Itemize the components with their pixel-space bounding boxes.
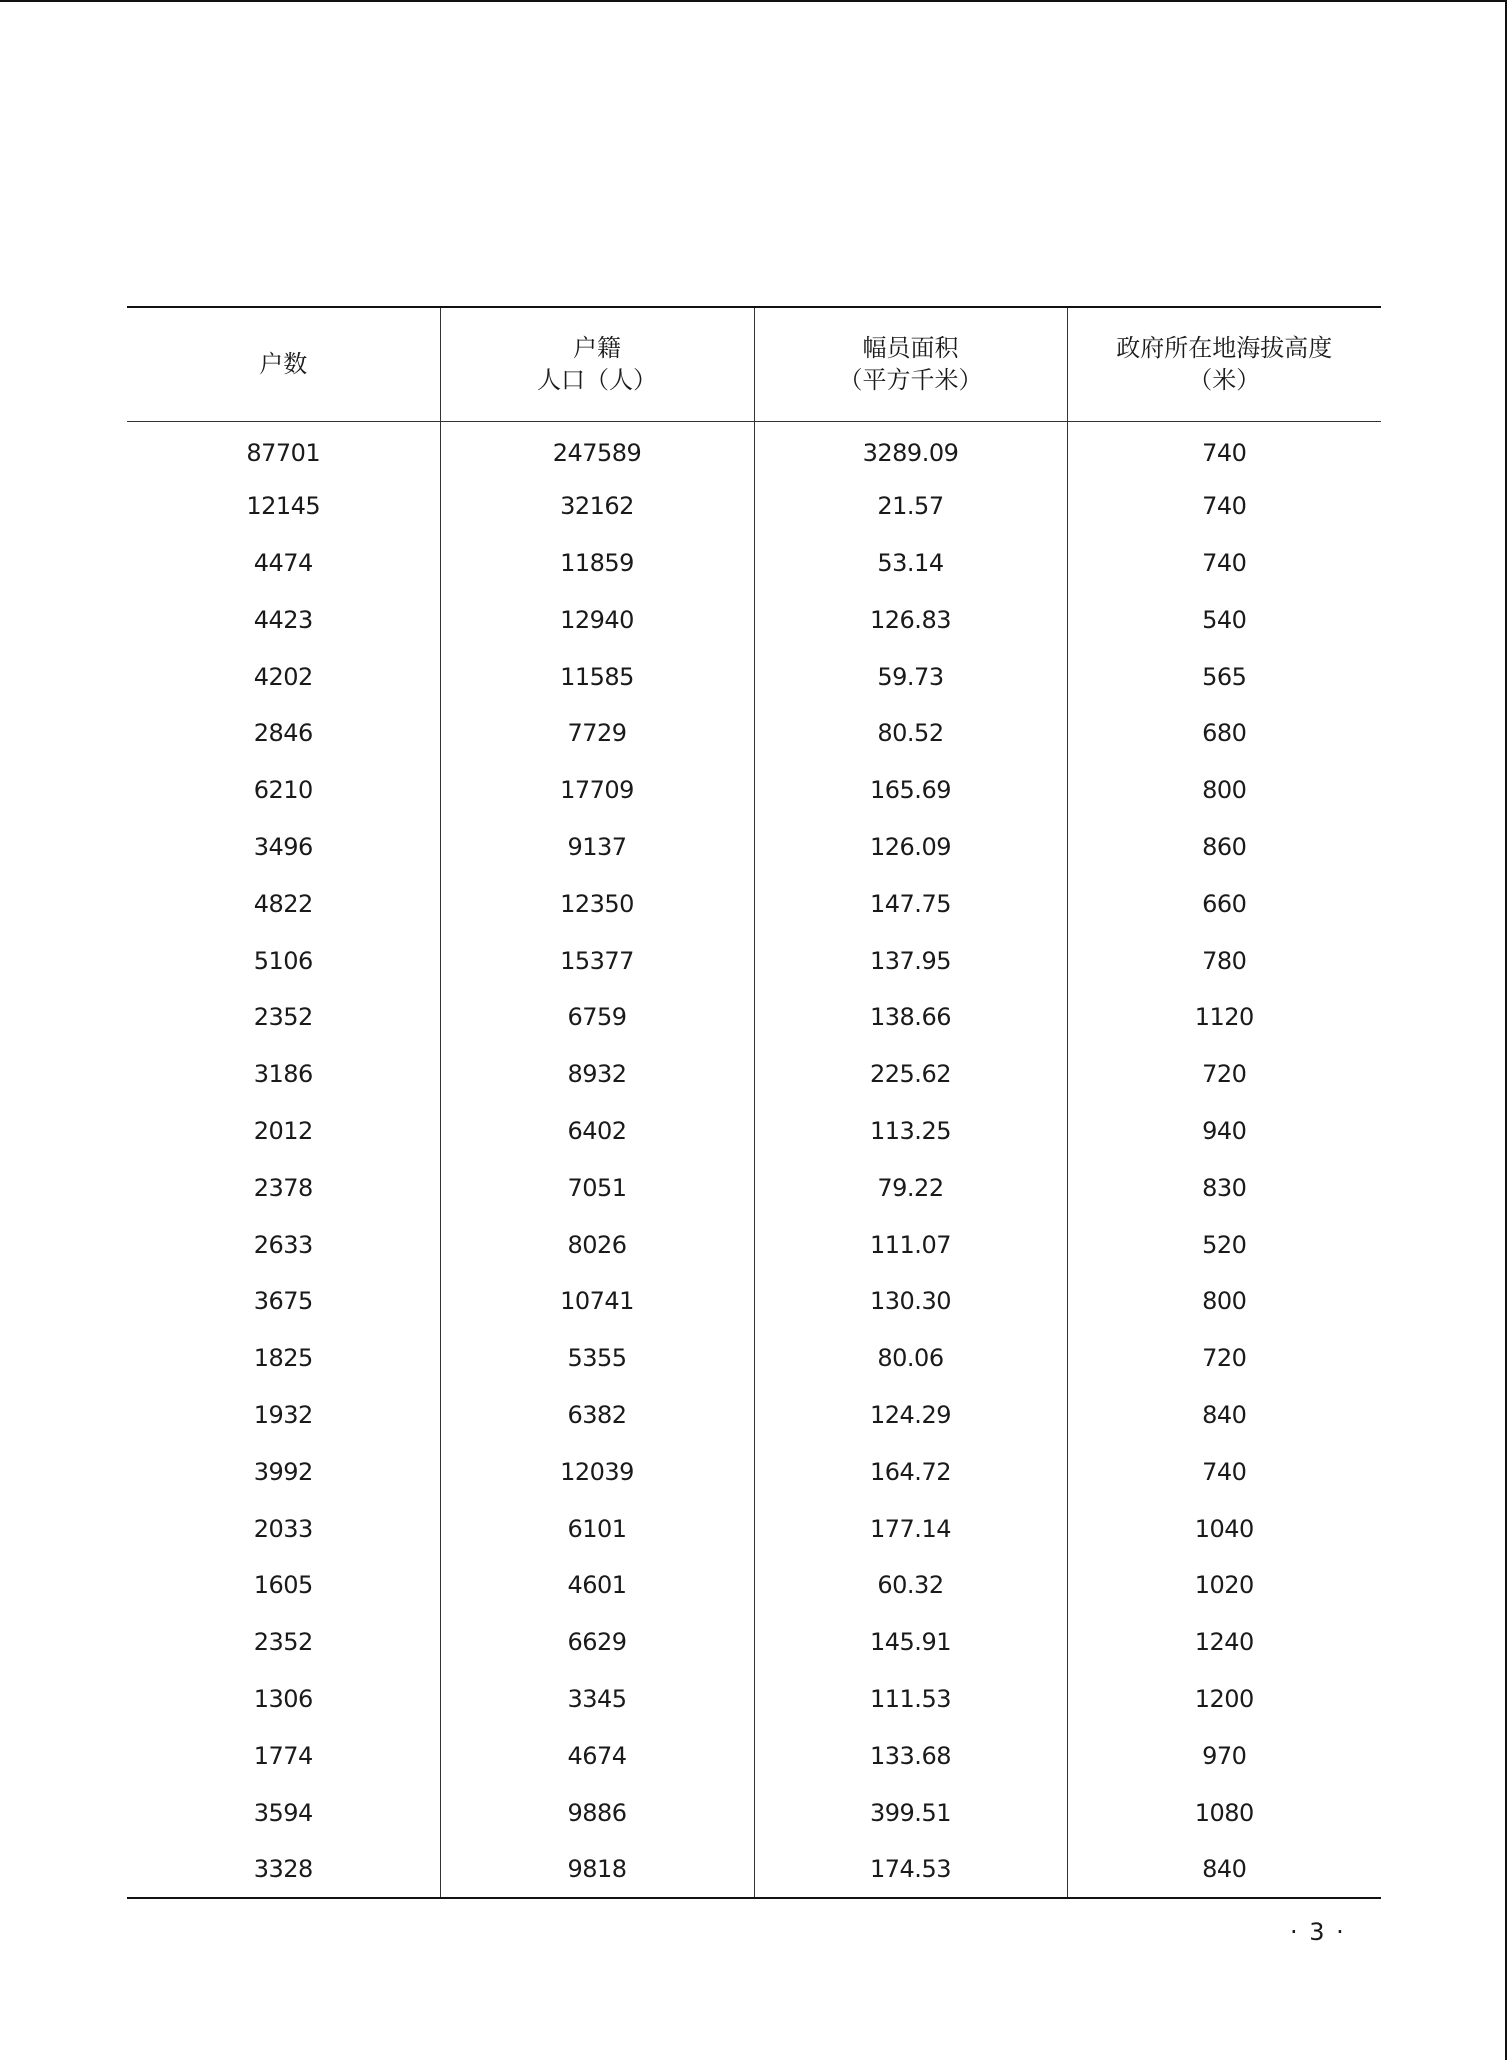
area-cell: 133.68 — [754, 1727, 1067, 1784]
table-row — [127, 1614, 1381, 1671]
altitude-cell: 860 — [1067, 819, 1381, 876]
population-cell: 7729 — [440, 705, 754, 762]
households-cell: 5106 — [253, 946, 313, 975]
table-body — [127, 421, 1381, 1898]
households-cell: 87701 — [246, 438, 321, 467]
households-cell: 6210 — [253, 776, 313, 805]
table-row — [127, 1671, 1381, 1728]
population-cell: 15377 — [440, 932, 754, 989]
table-row — [127, 591, 1381, 648]
table-row — [127, 989, 1381, 1046]
altitude-cell: 1080 — [1067, 1784, 1381, 1841]
area-cell: 21.57 — [754, 478, 1067, 535]
altitude-cell: 830 — [1067, 1159, 1381, 1216]
households-cell: 3594 — [253, 1798, 313, 1827]
altitude-cell: 720 — [1067, 1046, 1381, 1103]
households-cell: 1306 — [253, 1684, 313, 1713]
header-population-line2: 人口（人） — [537, 366, 657, 395]
area-cell: 174.53 — [754, 1841, 1067, 1898]
households-cell: 3675 — [253, 1287, 313, 1316]
area-cell: 145.91 — [754, 1614, 1067, 1671]
area-cell: 111.53 — [754, 1671, 1067, 1728]
households-cell: 1774 — [253, 1741, 313, 1770]
area-cell: 399.51 — [754, 1784, 1067, 1841]
population-cell: 6629 — [440, 1614, 754, 1671]
population-cell: 5355 — [440, 1330, 754, 1387]
area-cell: 111.07 — [754, 1216, 1067, 1273]
households-cell: 1825 — [253, 1344, 313, 1373]
population-cell: 6759 — [440, 989, 754, 1046]
table-row — [127, 1557, 1381, 1614]
table-row — [127, 648, 1381, 705]
area-cell: 137.95 — [754, 932, 1067, 989]
altitude-cell: 940 — [1067, 1103, 1381, 1160]
table-row — [127, 705, 1381, 762]
households-cell: 2352 — [253, 1628, 313, 1657]
altitude-cell: 1200 — [1067, 1671, 1381, 1728]
households-cell: 2352 — [253, 1003, 313, 1032]
households-cell: 2633 — [253, 1230, 313, 1259]
population-cell: 4674 — [440, 1727, 754, 1784]
population-cell: 9818 — [440, 1841, 754, 1898]
header-households-label: 户数 — [259, 350, 308, 379]
area-cell: 80.52 — [754, 705, 1067, 762]
table-row — [127, 478, 1381, 535]
altitude-cell: 720 — [1067, 1330, 1381, 1387]
area-cell: 165.69 — [754, 762, 1067, 819]
table-row — [127, 875, 1381, 932]
households-cell: 3496 — [253, 832, 313, 861]
households-cell: 4423 — [253, 605, 313, 634]
page-number: · 3 · — [1290, 1918, 1344, 1946]
table-row — [127, 1784, 1381, 1841]
altitude-cell: 1240 — [1067, 1614, 1381, 1671]
area-cell: 124.29 — [754, 1387, 1067, 1444]
area-cell: 147.75 — [754, 875, 1067, 932]
population-cell: 9137 — [440, 819, 754, 876]
table-row — [127, 932, 1381, 989]
altitude-cell: 740 — [1067, 535, 1381, 592]
area-cell: 80.06 — [754, 1330, 1067, 1387]
altitude-cell: 680 — [1067, 705, 1381, 762]
population-cell: 32162 — [440, 478, 754, 535]
area-cell: 53.14 — [754, 535, 1067, 592]
area-cell: 59.73 — [754, 648, 1067, 705]
altitude-cell: 540 — [1067, 591, 1381, 648]
altitude-cell: 840 — [1067, 1387, 1381, 1444]
altitude-cell: 1020 — [1067, 1557, 1381, 1614]
header-altitude — [1067, 307, 1381, 421]
households-cell: 2012 — [253, 1116, 313, 1145]
households-cell: 2846 — [253, 719, 313, 748]
population-cell: 12940 — [440, 591, 754, 648]
population-cell: 4601 — [440, 1557, 754, 1614]
altitude-cell: 740 — [1067, 421, 1381, 478]
altitude-cell: 520 — [1067, 1216, 1381, 1273]
altitude-cell: 660 — [1067, 875, 1381, 932]
header-area-line2: （平方千米） — [838, 366, 983, 395]
table-row — [127, 535, 1381, 592]
table-row — [127, 1159, 1381, 1216]
population-cell: 6101 — [440, 1500, 754, 1557]
altitude-cell: 1120 — [1067, 989, 1381, 1046]
table-row — [127, 819, 1381, 876]
area-cell: 177.14 — [754, 1500, 1067, 1557]
header-population — [440, 307, 754, 421]
altitude-cell: 970 — [1067, 1727, 1381, 1784]
population-cell: 11859 — [440, 535, 754, 592]
table-row — [127, 1500, 1381, 1557]
table-row — [127, 1273, 1381, 1330]
area-cell: 126.09 — [754, 819, 1067, 876]
area-cell: 225.62 — [754, 1046, 1067, 1103]
households-cell: 12145 — [246, 492, 321, 521]
area-cell: 79.22 — [754, 1159, 1067, 1216]
households-cell: 1605 — [253, 1571, 313, 1600]
table-row — [127, 1727, 1381, 1784]
population-cell: 6402 — [440, 1103, 754, 1160]
area-cell: 3289.09 — [754, 421, 1067, 478]
altitude-cell: 800 — [1067, 1273, 1381, 1330]
households-cell: 4474 — [253, 548, 313, 577]
population-cell: 10741 — [440, 1273, 754, 1330]
altitude-cell: 1040 — [1067, 1500, 1381, 1557]
households-cell: 2033 — [253, 1514, 313, 1543]
households-cell: 3328 — [127, 1841, 440, 1898]
area-cell: 130.30 — [754, 1273, 1067, 1330]
table-row — [127, 1046, 1381, 1103]
table-header — [127, 307, 1381, 421]
table-row — [127, 1330, 1381, 1387]
altitude-cell: 740 — [1067, 1443, 1381, 1500]
table-row — [127, 421, 1381, 478]
altitude-cell: 565 — [1067, 648, 1381, 705]
altitude-cell: 800 — [1067, 762, 1381, 819]
population-cell: 12350 — [440, 875, 754, 932]
population-cell: 11585 — [440, 648, 754, 705]
table-row — [127, 1216, 1381, 1273]
population-cell: 17709 — [440, 762, 754, 819]
area-cell: 126.83 — [754, 591, 1067, 648]
area-cell: 60.32 — [754, 1557, 1067, 1614]
header-altitude-line2: （米） — [1188, 366, 1261, 395]
header-area-line1: 幅员面积 — [862, 334, 959, 363]
header-population-line1: 户籍 — [573, 334, 621, 363]
table-row — [127, 1443, 1381, 1500]
altitude-cell: 840 — [1067, 1841, 1381, 1898]
header-households — [127, 307, 440, 421]
table-row — [127, 1103, 1381, 1160]
population-cell: 247589 — [440, 421, 754, 478]
households-cell: 3186 — [253, 1060, 313, 1089]
households-cell: 4822 — [253, 889, 313, 918]
population-cell: 9886 — [440, 1784, 754, 1841]
table-row — [127, 1841, 1381, 1898]
area-cell: 138.66 — [754, 989, 1067, 1046]
population-cell: 8026 — [440, 1216, 754, 1273]
households-cell: 2378 — [253, 1173, 313, 1202]
altitude-cell: 780 — [1067, 932, 1381, 989]
altitude-cell: 740 — [1067, 478, 1381, 535]
area-cell: 164.72 — [754, 1443, 1067, 1500]
population-cell: 12039 — [440, 1443, 754, 1500]
table-row — [127, 1387, 1381, 1444]
households-cell: 3992 — [253, 1457, 313, 1486]
population-cell: 7051 — [440, 1159, 754, 1216]
population-cell: 8932 — [440, 1046, 754, 1103]
area-cell: 113.25 — [754, 1103, 1067, 1160]
table-row — [127, 762, 1381, 819]
households-cell: 4202 — [253, 662, 313, 691]
population-cell: 3345 — [440, 1671, 754, 1728]
header-area — [754, 307, 1067, 421]
header-altitude-line1: 政府所在地海拔高度 — [1116, 334, 1333, 363]
population-cell: 6382 — [440, 1387, 754, 1444]
households-cell: 1932 — [253, 1400, 313, 1429]
statistics-table — [127, 306, 1381, 1899]
